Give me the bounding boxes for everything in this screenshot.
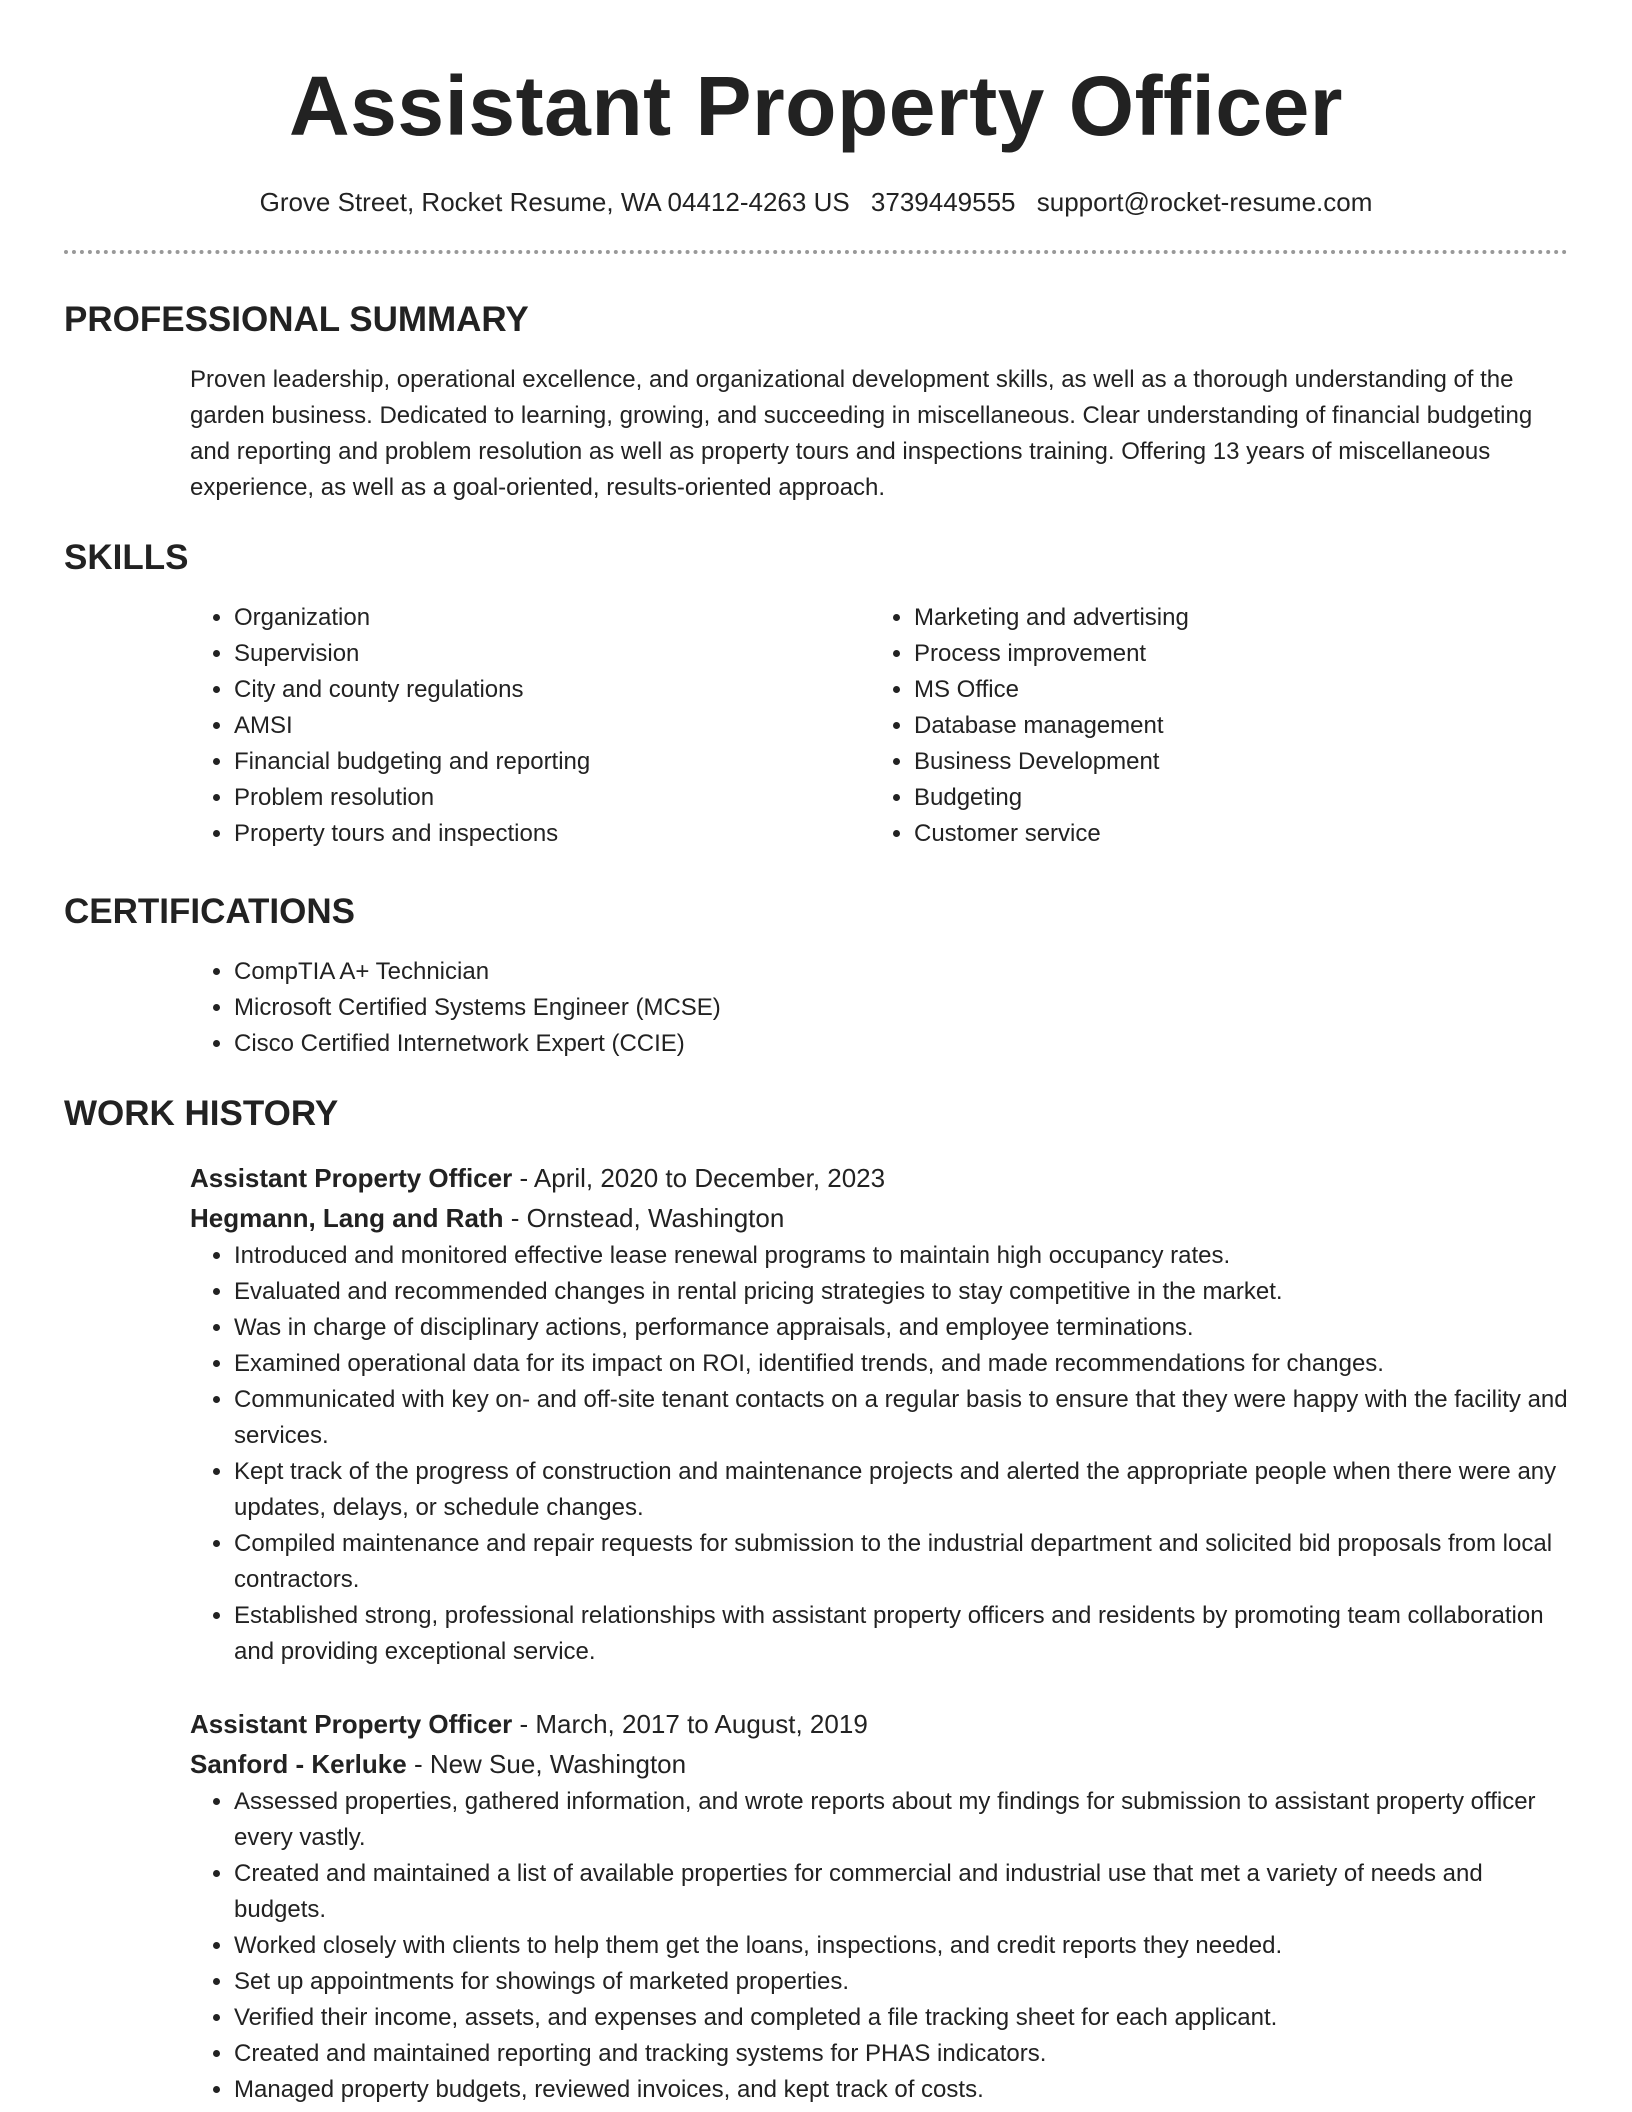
skill-item: • Process improvement (914, 636, 1550, 672)
job-entry (190, 1158, 1568, 1670)
summary-heading: PROFESSIONAL SUMMARY (64, 300, 529, 339)
job-duty-item: • Was in charge of disciplinary actions, performance appraisals, and employee terminations. (234, 1310, 1568, 1346)
job-duty-item: • Managed property budgets, reviewed invoices, and kept track of costs. (234, 2072, 1568, 2108)
skills-list-right (870, 600, 1550, 852)
skill-item: • MS Office (914, 672, 1550, 708)
skill-item: • Organization (234, 600, 870, 636)
candidate-name: Assistant Property Officer (289, 59, 1343, 153)
contact-phone: 3739449555 (870, 187, 1016, 217)
certifications-list-wrapper (190, 954, 1568, 1062)
skill-item: • Marketing and advertising (914, 600, 1550, 636)
job-title-line (190, 1704, 1568, 1744)
contact-line (0, 186, 1632, 218)
job-duty-item: • Worked closely with clients to help them get the loans, inspections, and credit reports they needed. (234, 1928, 1568, 1964)
skill-item: • Problem resolution (234, 780, 870, 816)
certifications-list (190, 954, 1568, 1062)
job-role: Assistant Property Officer (190, 1709, 513, 1739)
certification-item: • Microsoft Certified Systems Engineer (MCSE) (234, 990, 1568, 1026)
job-company-line (190, 1198, 1568, 1238)
job-duties-list (190, 1238, 1568, 1670)
resume-header (0, 0, 1632, 218)
skill-item: • Financial budgeting and reporting (234, 744, 870, 780)
job-entry (190, 1704, 1568, 2108)
job-location: - New Sue, Washington (406, 1749, 687, 1779)
job-duty-item: • Established strong, professional relationships with assistant property officers and residents by promoting team collaboration and providing exceptional service. (234, 1598, 1568, 1670)
job-duty-item: • Assessed properties, gathered information, and wrote reports about my findings for submission to assistant property officer every vastly. (234, 1784, 1568, 1856)
skill-item: • Budgeting (914, 780, 1550, 816)
certification-item: • Cisco Certified Internetwork Expert (CCIE) (234, 1026, 1568, 1062)
job-location: - Ornstead, Washington (503, 1203, 785, 1233)
job-duty-item: • Introduced and monitored effective lease renewal programs to maintain high occupancy rates. (234, 1238, 1568, 1274)
job-duty-item: • Evaluated and recommended changes in rental pricing strategies to stay competitive in the market. (234, 1274, 1568, 1310)
certifications-heading: CERTIFICATIONS (64, 892, 356, 931)
certifications-section (64, 890, 1568, 1062)
skills-list-left (190, 600, 870, 852)
header-divider (64, 250, 1568, 254)
skill-item: • Database management (914, 708, 1550, 744)
skills-grid (190, 600, 1568, 852)
work-history-section (64, 1092, 1568, 2108)
job-company: Hegmann, Lang and Rath (190, 1203, 504, 1233)
job-role: Assistant Property Officer (190, 1163, 513, 1193)
job-company-line (190, 1744, 1568, 1784)
skills-section (64, 536, 1568, 852)
work-history-heading: WORK HISTORY (64, 1094, 339, 1133)
contact-email: support@rocket-resume.com (1036, 187, 1373, 217)
skill-item: • Business Development (914, 744, 1550, 780)
skills-column-left (190, 600, 870, 852)
contact-address: Grove Street, Rocket Resume, WA 04412-4263 US (259, 187, 850, 217)
job-duty-item: • Verified their income, assets, and expenses and completed a file tracking sheet for each applicant. (234, 2000, 1568, 2036)
skill-item: • Property tours and inspections (234, 816, 870, 852)
job-duty-item: • Set up appointments for showings of marketed properties. (234, 1964, 1568, 2000)
job-duty-item: • Compiled maintenance and repair requests for submission to the industrial department and solicited bid proposals from local contractors. (234, 1526, 1568, 1598)
skill-item: • Customer service (914, 816, 1550, 852)
summary-text: Proven leadership, operational excellence, and organizational development skills, as well as a thorough understanding of the garden business. Dedicated to learning, growing, and succeeding in miscellaneous. Clear understanding of financial budgeting and reporting and problem resolution as well as property tours and inspections training. Offering 13 years of miscellaneous experience, as well as a goal-oriented, results-oriented approach. (190, 366, 1533, 501)
job-dates: - April, 2020 to December, 2023 (512, 1163, 886, 1193)
summary-section (64, 298, 1568, 506)
job-duty-item: • Examined operational data for its impact on ROI, identified trends, and made recommendations for changes. (234, 1346, 1568, 1382)
skills-column-right (870, 600, 1550, 852)
job-dates: - March, 2017 to August, 2019 (512, 1709, 868, 1739)
job-duty-item: • Created and maintained a list of available properties for commercial and industrial use that met a variety of needs and budgets. (234, 1856, 1568, 1928)
skills-heading: SKILLS (64, 538, 189, 577)
job-duties-list (190, 1784, 1568, 2108)
job-duty-item: • Communicated with key on- and off-site tenant contacts on a regular basis to ensure that they were happy with the facility and services. (234, 1382, 1568, 1454)
skill-item: • Supervision (234, 636, 870, 672)
certification-item: • CompTIA A+ Technician (234, 954, 1568, 990)
job-duty-item: • Kept track of the progress of construction and maintenance projects and alerted the appropriate people when there were any updates, delays, or schedule changes. (234, 1454, 1568, 1526)
job-title-line (190, 1158, 1568, 1198)
job-company: Sanford - Kerluke (190, 1749, 407, 1779)
job-duty-item: • Created and maintained reporting and tracking systems for PHAS indicators. (234, 2036, 1568, 2072)
skill-item: • AMSI (234, 708, 870, 744)
skill-item: • City and county regulations (234, 672, 870, 708)
